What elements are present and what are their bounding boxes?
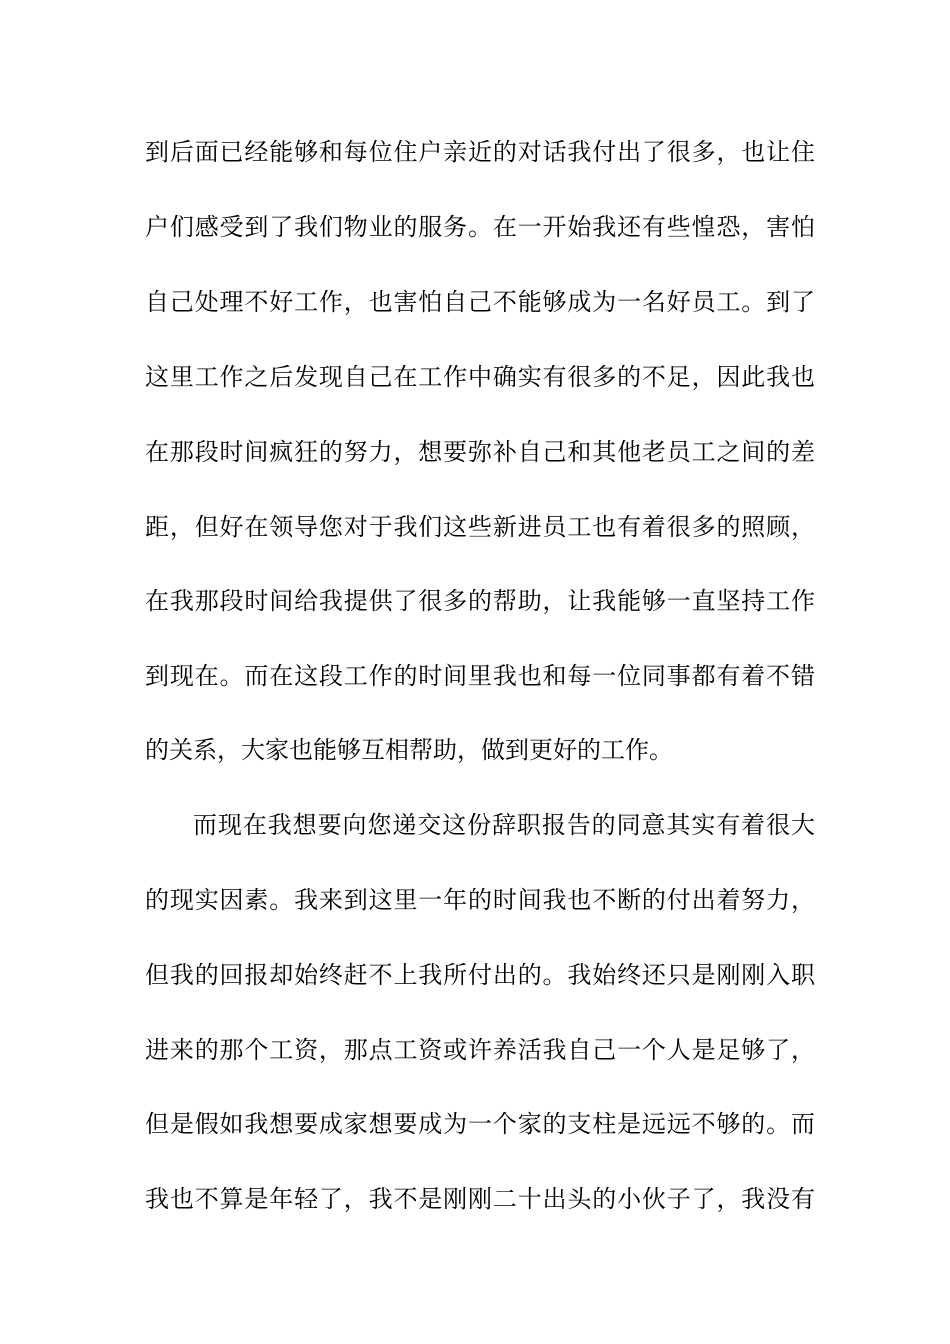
text-line: 我也不算是年轻了，我不是刚刚二十出头的小伙子了，我没有 [145, 1185, 815, 1213]
text-line: 的现实因素。我来到这里一年的时间我也不断的付出着努力， [145, 886, 815, 914]
text-line: 距，但好在领导您对于我们这些新进员工也有着很多的照顾， [145, 513, 815, 541]
text-line: 到现在。而在这段工作的时间里我也和每一位同事都有着不错 [145, 662, 815, 690]
text-line: 但是假如我想要成家想要成为一个家的支柱是远远不够的。而 [145, 1110, 815, 1138]
text-line: 进来的那个工资，那点工资或许养活我自己一个人是足够了， [145, 1036, 815, 1064]
paragraph-last-line: 的关系，大家也能够互相帮助，做到更好的工作。 [145, 736, 673, 764]
text-line: 在那段时间疯狂的努力，想要弥补自己和其他老员工之间的差 [145, 438, 815, 466]
paragraph-first-line: 而现在我想要向您递交这份辞职报告的同意其实有着很大 [193, 811, 815, 839]
text-line: 在我那段时间给我提供了很多的帮助，让我能够一直坚持工作 [145, 587, 815, 615]
text-line: 户们感受到了我们物业的服务。在一开始我还有些惶恐，害怕 [145, 213, 815, 241]
text-line: 但我的回报却始终赶不上我所付出的。我始终还只是刚刚入职 [145, 961, 815, 989]
text-line: 自己处理不好工作，也害怕自己不能够成为一名好员工。到了 [145, 288, 815, 316]
text-line: 这里工作之后发现自己在工作中确实有很多的不足，因此我也 [145, 363, 815, 391]
text-line: 到后面已经能够和每位住户亲近的对话我付出了很多，也让住 [145, 138, 815, 166]
